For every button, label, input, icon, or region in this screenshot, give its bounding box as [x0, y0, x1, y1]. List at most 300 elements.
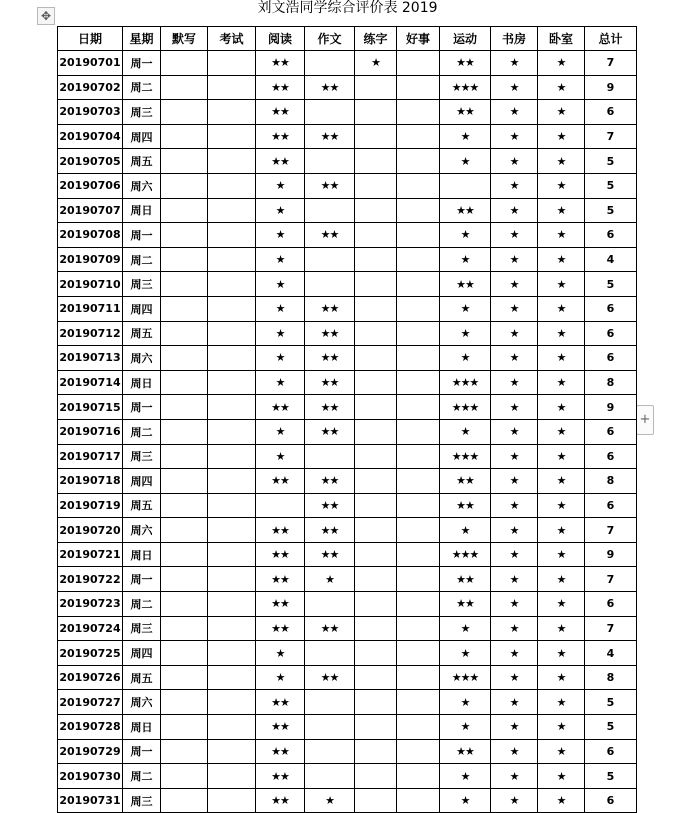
exam-cell[interactable] — [208, 173, 256, 198]
total-cell[interactable]: 5 — [585, 149, 637, 174]
exam-cell[interactable] — [208, 788, 256, 813]
date-cell[interactable]: 20190716 — [58, 419, 123, 444]
composition-stars-cell[interactable]: ★★ — [305, 223, 355, 248]
study-room-stars-cell[interactable]: ★ — [491, 296, 538, 321]
total-cell[interactable]: 6 — [585, 493, 637, 518]
study-room-stars-cell[interactable]: ★ — [491, 321, 538, 346]
total-cell[interactable]: 6 — [585, 321, 637, 346]
composition-stars-cell[interactable]: ★★ — [305, 493, 355, 518]
reading-stars-cell[interactable]: ★★ — [256, 75, 305, 100]
good-deed-stars-cell[interactable] — [397, 641, 440, 666]
reading-stars-cell[interactable]: ★★ — [256, 149, 305, 174]
header-total[interactable]: 总计 — [585, 27, 637, 51]
reading-stars-cell[interactable]: ★ — [256, 346, 305, 371]
bedroom-stars-cell[interactable]: ★ — [538, 395, 585, 420]
total-cell[interactable]: 7 — [585, 51, 637, 76]
dictation-cell[interactable] — [161, 223, 208, 248]
total-cell[interactable]: 9 — [585, 542, 637, 567]
total-cell[interactable]: 5 — [585, 272, 637, 297]
bedroom-stars-cell[interactable]: ★ — [538, 764, 585, 789]
reading-stars-cell[interactable]: ★★ — [256, 616, 305, 641]
exam-cell[interactable] — [208, 690, 256, 715]
study-room-stars-cell[interactable]: ★ — [491, 788, 538, 813]
date-cell[interactable]: 20190719 — [58, 493, 123, 518]
date-cell[interactable]: 20190717 — [58, 444, 123, 469]
weekday-cell[interactable]: 周二 — [123, 419, 161, 444]
exercise-stars-cell[interactable]: ★ — [440, 419, 491, 444]
exam-cell[interactable] — [208, 296, 256, 321]
dictation-cell[interactable] — [161, 75, 208, 100]
date-cell[interactable]: 20190720 — [58, 518, 123, 543]
exam-cell[interactable] — [208, 444, 256, 469]
bedroom-stars-cell[interactable]: ★ — [538, 592, 585, 617]
study-room-stars-cell[interactable]: ★ — [491, 149, 538, 174]
reading-stars-cell[interactable]: ★ — [256, 641, 305, 666]
weekday-cell[interactable]: 周二 — [123, 764, 161, 789]
composition-stars-cell[interactable]: ★ — [305, 567, 355, 592]
weekday-cell[interactable]: 周三 — [123, 272, 161, 297]
good-deed-stars-cell[interactable] — [397, 788, 440, 813]
good-deed-stars-cell[interactable] — [397, 173, 440, 198]
calligraphy-stars-cell[interactable] — [355, 419, 397, 444]
bedroom-stars-cell[interactable]: ★ — [538, 567, 585, 592]
reading-stars-cell[interactable]: ★ — [256, 272, 305, 297]
exam-cell[interactable] — [208, 75, 256, 100]
bedroom-stars-cell[interactable]: ★ — [538, 542, 585, 567]
weekday-cell[interactable]: 周一 — [123, 51, 161, 76]
date-cell[interactable]: 20190715 — [58, 395, 123, 420]
dictation-cell[interactable] — [161, 690, 208, 715]
exercise-stars-cell[interactable]: ★ — [440, 764, 491, 789]
reading-stars-cell[interactable]: ★ — [256, 321, 305, 346]
date-cell[interactable]: 20190701 — [58, 51, 123, 76]
weekday-cell[interactable]: 周二 — [123, 592, 161, 617]
composition-stars-cell[interactable] — [305, 739, 355, 764]
bedroom-stars-cell[interactable]: ★ — [538, 247, 585, 272]
weekday-cell[interactable]: 周一 — [123, 567, 161, 592]
composition-stars-cell[interactable]: ★★ — [305, 542, 355, 567]
exam-cell[interactable] — [208, 542, 256, 567]
exam-cell[interactable] — [208, 469, 256, 494]
total-cell[interactable]: 6 — [585, 592, 637, 617]
reading-stars-cell[interactable]: ★ — [256, 247, 305, 272]
dictation-cell[interactable] — [161, 567, 208, 592]
exercise-stars-cell[interactable]: ★★★ — [440, 395, 491, 420]
calligraphy-stars-cell[interactable] — [355, 493, 397, 518]
study-room-stars-cell[interactable]: ★ — [491, 764, 538, 789]
composition-stars-cell[interactable]: ★★ — [305, 469, 355, 494]
exam-cell[interactable] — [208, 149, 256, 174]
dictation-cell[interactable] — [161, 124, 208, 149]
reading-stars-cell[interactable]: ★★ — [256, 715, 305, 740]
study-room-stars-cell[interactable]: ★ — [491, 616, 538, 641]
composition-stars-cell[interactable] — [305, 592, 355, 617]
exercise-stars-cell[interactable]: ★★★ — [440, 444, 491, 469]
dictation-cell[interactable] — [161, 739, 208, 764]
composition-stars-cell[interactable]: ★ — [305, 788, 355, 813]
good-deed-stars-cell[interactable] — [397, 75, 440, 100]
date-cell[interactable]: 20190723 — [58, 592, 123, 617]
bedroom-stars-cell[interactable]: ★ — [538, 641, 585, 666]
header-exam[interactable]: 考试 — [208, 27, 256, 51]
calligraphy-stars-cell[interactable] — [355, 124, 397, 149]
good-deed-stars-cell[interactable] — [397, 321, 440, 346]
date-cell[interactable]: 20190731 — [58, 788, 123, 813]
composition-stars-cell[interactable] — [305, 444, 355, 469]
date-cell[interactable]: 20190721 — [58, 542, 123, 567]
exam-cell[interactable] — [208, 370, 256, 395]
bedroom-stars-cell[interactable]: ★ — [538, 690, 585, 715]
header-date[interactable]: 日期 — [58, 27, 123, 51]
header-weekday[interactable]: 星期 — [123, 27, 161, 51]
exam-cell[interactable] — [208, 51, 256, 76]
total-cell[interactable]: 6 — [585, 296, 637, 321]
date-cell[interactable]: 20190726 — [58, 665, 123, 690]
exam-cell[interactable] — [208, 272, 256, 297]
exam-cell[interactable] — [208, 665, 256, 690]
calligraphy-stars-cell[interactable] — [355, 321, 397, 346]
composition-stars-cell[interactable] — [305, 690, 355, 715]
calligraphy-stars-cell[interactable] — [355, 616, 397, 641]
total-cell[interactable]: 5 — [585, 764, 637, 789]
study-room-stars-cell[interactable]: ★ — [491, 567, 538, 592]
total-cell[interactable]: 8 — [585, 469, 637, 494]
exercise-stars-cell[interactable]: ★ — [440, 690, 491, 715]
reading-stars-cell[interactable]: ★★ — [256, 739, 305, 764]
composition-stars-cell[interactable]: ★★ — [305, 370, 355, 395]
exam-cell[interactable] — [208, 739, 256, 764]
study-room-stars-cell[interactable]: ★ — [491, 493, 538, 518]
good-deed-stars-cell[interactable] — [397, 296, 440, 321]
bedroom-stars-cell[interactable]: ★ — [538, 715, 585, 740]
good-deed-stars-cell[interactable] — [397, 715, 440, 740]
good-deed-stars-cell[interactable] — [397, 124, 440, 149]
date-cell[interactable]: 20190730 — [58, 764, 123, 789]
dictation-cell[interactable] — [161, 247, 208, 272]
dictation-cell[interactable] — [161, 198, 208, 223]
good-deed-stars-cell[interactable] — [397, 690, 440, 715]
study-room-stars-cell[interactable]: ★ — [491, 51, 538, 76]
exam-cell[interactable] — [208, 518, 256, 543]
total-cell[interactable]: 4 — [585, 641, 637, 666]
weekday-cell[interactable]: 周三 — [123, 100, 161, 125]
bedroom-stars-cell[interactable]: ★ — [538, 75, 585, 100]
total-cell[interactable]: 6 — [585, 739, 637, 764]
bedroom-stars-cell[interactable]: ★ — [538, 272, 585, 297]
date-cell[interactable]: 20190718 — [58, 469, 123, 494]
calligraphy-stars-cell[interactable] — [355, 75, 397, 100]
bedroom-stars-cell[interactable]: ★ — [538, 100, 585, 125]
weekday-cell[interactable]: 周三 — [123, 788, 161, 813]
date-cell[interactable]: 20190725 — [58, 641, 123, 666]
reading-stars-cell[interactable] — [256, 493, 305, 518]
dictation-cell[interactable] — [161, 370, 208, 395]
study-room-stars-cell[interactable]: ★ — [491, 592, 538, 617]
date-cell[interactable]: 20190703 — [58, 100, 123, 125]
dictation-cell[interactable] — [161, 788, 208, 813]
date-cell[interactable]: 20190705 — [58, 149, 123, 174]
exercise-stars-cell[interactable]: ★★★ — [440, 370, 491, 395]
good-deed-stars-cell[interactable] — [397, 764, 440, 789]
good-deed-stars-cell[interactable] — [397, 592, 440, 617]
composition-stars-cell[interactable]: ★★ — [305, 665, 355, 690]
total-cell[interactable]: 5 — [585, 173, 637, 198]
composition-stars-cell[interactable] — [305, 641, 355, 666]
calligraphy-stars-cell[interactable] — [355, 173, 397, 198]
exam-cell[interactable] — [208, 567, 256, 592]
bedroom-stars-cell[interactable]: ★ — [538, 321, 585, 346]
exercise-stars-cell[interactable]: ★★ — [440, 567, 491, 592]
total-cell[interactable]: 8 — [585, 665, 637, 690]
dictation-cell[interactable] — [161, 444, 208, 469]
good-deed-stars-cell[interactable] — [397, 493, 440, 518]
date-cell[interactable]: 20190729 — [58, 739, 123, 764]
composition-stars-cell[interactable] — [305, 764, 355, 789]
composition-stars-cell[interactable]: ★★ — [305, 75, 355, 100]
calligraphy-stars-cell[interactable] — [355, 592, 397, 617]
date-cell[interactable]: 20190728 — [58, 715, 123, 740]
good-deed-stars-cell[interactable] — [397, 542, 440, 567]
composition-stars-cell[interactable] — [305, 51, 355, 76]
exercise-stars-cell[interactable]: ★★ — [440, 739, 491, 764]
calligraphy-stars-cell[interactable] — [355, 641, 397, 666]
calligraphy-stars-cell[interactable] — [355, 198, 397, 223]
weekday-cell[interactable]: 周三 — [123, 616, 161, 641]
bedroom-stars-cell[interactable]: ★ — [538, 198, 585, 223]
reading-stars-cell[interactable]: ★ — [256, 198, 305, 223]
reading-stars-cell[interactable]: ★ — [256, 173, 305, 198]
total-cell[interactable]: 5 — [585, 198, 637, 223]
dictation-cell[interactable] — [161, 321, 208, 346]
study-room-stars-cell[interactable]: ★ — [491, 715, 538, 740]
study-room-stars-cell[interactable]: ★ — [491, 173, 538, 198]
good-deed-stars-cell[interactable] — [397, 518, 440, 543]
exercise-stars-cell[interactable]: ★★★ — [440, 542, 491, 567]
study-room-stars-cell[interactable]: ★ — [491, 518, 538, 543]
good-deed-stars-cell[interactable] — [397, 149, 440, 174]
dictation-cell[interactable] — [161, 542, 208, 567]
header-calligraphy[interactable]: 练字 — [355, 27, 397, 51]
date-cell[interactable]: 20190713 — [58, 346, 123, 371]
total-cell[interactable]: 5 — [585, 715, 637, 740]
study-room-stars-cell[interactable]: ★ — [491, 75, 538, 100]
study-room-stars-cell[interactable]: ★ — [491, 665, 538, 690]
calligraphy-stars-cell[interactable] — [355, 542, 397, 567]
study-room-stars-cell[interactable]: ★ — [491, 469, 538, 494]
composition-stars-cell[interactable]: ★★ — [305, 346, 355, 371]
composition-stars-cell[interactable]: ★★ — [305, 321, 355, 346]
dictation-cell[interactable] — [161, 616, 208, 641]
study-room-stars-cell[interactable]: ★ — [491, 370, 538, 395]
study-room-stars-cell[interactable]: ★ — [491, 641, 538, 666]
bedroom-stars-cell[interactable]: ★ — [538, 370, 585, 395]
reading-stars-cell[interactable]: ★★ — [256, 690, 305, 715]
study-room-stars-cell[interactable]: ★ — [491, 124, 538, 149]
good-deed-stars-cell[interactable] — [397, 247, 440, 272]
header-dictation[interactable]: 默写 — [161, 27, 208, 51]
weekday-cell[interactable]: 周六 — [123, 173, 161, 198]
weekday-cell[interactable]: 周一 — [123, 223, 161, 248]
dictation-cell[interactable] — [161, 493, 208, 518]
weekday-cell[interactable]: 周四 — [123, 469, 161, 494]
weekday-cell[interactable]: 周二 — [123, 247, 161, 272]
reading-stars-cell[interactable]: ★ — [256, 444, 305, 469]
calligraphy-stars-cell[interactable] — [355, 764, 397, 789]
exercise-stars-cell[interactable]: ★ — [440, 247, 491, 272]
exercise-stars-cell[interactable]: ★ — [440, 223, 491, 248]
bedroom-stars-cell[interactable]: ★ — [538, 518, 585, 543]
weekday-cell[interactable]: 周日 — [123, 542, 161, 567]
calligraphy-stars-cell[interactable] — [355, 518, 397, 543]
bedroom-stars-cell[interactable]: ★ — [538, 173, 585, 198]
date-cell[interactable]: 20190712 — [58, 321, 123, 346]
bedroom-stars-cell[interactable]: ★ — [538, 223, 585, 248]
header-reading[interactable]: 阅读 — [256, 27, 305, 51]
composition-stars-cell[interactable]: ★★ — [305, 419, 355, 444]
good-deed-stars-cell[interactable] — [397, 51, 440, 76]
exam-cell[interactable] — [208, 395, 256, 420]
dictation-cell[interactable] — [161, 173, 208, 198]
weekday-cell[interactable]: 周一 — [123, 739, 161, 764]
dictation-cell[interactable] — [161, 715, 208, 740]
calligraphy-stars-cell[interactable] — [355, 272, 397, 297]
exercise-stars-cell[interactable]: ★ — [440, 346, 491, 371]
weekday-cell[interactable]: 周五 — [123, 665, 161, 690]
date-cell[interactable]: 20190706 — [58, 173, 123, 198]
exam-cell[interactable] — [208, 100, 256, 125]
total-cell[interactable]: 6 — [585, 223, 637, 248]
weekday-cell[interactable]: 周六 — [123, 518, 161, 543]
dictation-cell[interactable] — [161, 296, 208, 321]
total-cell[interactable]: 9 — [585, 75, 637, 100]
study-room-stars-cell[interactable]: ★ — [491, 100, 538, 125]
study-room-stars-cell[interactable]: ★ — [491, 272, 538, 297]
header-composition[interactable]: 作文 — [305, 27, 355, 51]
calligraphy-stars-cell[interactable] — [355, 149, 397, 174]
total-cell[interactable]: 9 — [585, 395, 637, 420]
good-deed-stars-cell[interactable] — [397, 665, 440, 690]
composition-stars-cell[interactable]: ★★ — [305, 124, 355, 149]
study-room-stars-cell[interactable]: ★ — [491, 739, 538, 764]
reading-stars-cell[interactable]: ★★ — [256, 764, 305, 789]
calligraphy-stars-cell[interactable] — [355, 346, 397, 371]
date-cell[interactable]: 20190727 — [58, 690, 123, 715]
calligraphy-stars-cell[interactable] — [355, 370, 397, 395]
date-cell[interactable]: 20190704 — [58, 124, 123, 149]
dictation-cell[interactable] — [161, 665, 208, 690]
exam-cell[interactable] — [208, 124, 256, 149]
exercise-stars-cell[interactable]: ★ — [440, 715, 491, 740]
weekday-cell[interactable]: 周六 — [123, 690, 161, 715]
calligraphy-stars-cell[interactable] — [355, 395, 397, 420]
reading-stars-cell[interactable]: ★ — [256, 370, 305, 395]
reading-stars-cell[interactable]: ★★ — [256, 100, 305, 125]
dictation-cell[interactable] — [161, 149, 208, 174]
total-cell[interactable]: 6 — [585, 346, 637, 371]
reading-stars-cell[interactable]: ★ — [256, 296, 305, 321]
exercise-stars-cell[interactable]: ★ — [440, 641, 491, 666]
bedroom-stars-cell[interactable]: ★ — [538, 665, 585, 690]
exam-cell[interactable] — [208, 321, 256, 346]
header-good-deed[interactable]: 好事 — [397, 27, 440, 51]
exercise-stars-cell[interactable]: ★ — [440, 124, 491, 149]
study-room-stars-cell[interactable]: ★ — [491, 542, 538, 567]
add-column-handle[interactable] — [636, 405, 654, 435]
reading-stars-cell[interactable]: ★★ — [256, 788, 305, 813]
exercise-stars-cell[interactable]: ★ — [440, 788, 491, 813]
reading-stars-cell[interactable]: ★★ — [256, 567, 305, 592]
date-cell[interactable]: 20190724 — [58, 616, 123, 641]
good-deed-stars-cell[interactable] — [397, 100, 440, 125]
study-room-stars-cell[interactable]: ★ — [491, 247, 538, 272]
total-cell[interactable]: 8 — [585, 370, 637, 395]
composition-stars-cell[interactable] — [305, 247, 355, 272]
exercise-stars-cell[interactable]: ★★★ — [440, 665, 491, 690]
calligraphy-stars-cell[interactable] — [355, 739, 397, 764]
exam-cell[interactable] — [208, 223, 256, 248]
exam-cell[interactable] — [208, 247, 256, 272]
good-deed-stars-cell[interactable] — [397, 395, 440, 420]
dictation-cell[interactable] — [161, 592, 208, 617]
composition-stars-cell[interactable] — [305, 100, 355, 125]
composition-stars-cell[interactable]: ★★ — [305, 616, 355, 641]
total-cell[interactable]: 5 — [585, 690, 637, 715]
dictation-cell[interactable] — [161, 272, 208, 297]
date-cell[interactable]: 20190708 — [58, 223, 123, 248]
bedroom-stars-cell[interactable]: ★ — [538, 296, 585, 321]
exercise-stars-cell[interactable] — [440, 173, 491, 198]
dictation-cell[interactable] — [161, 419, 208, 444]
reading-stars-cell[interactable]: ★★ — [256, 518, 305, 543]
composition-stars-cell[interactable]: ★★ — [305, 173, 355, 198]
weekday-cell[interactable]: 周日 — [123, 715, 161, 740]
reading-stars-cell[interactable]: ★★ — [256, 542, 305, 567]
good-deed-stars-cell[interactable] — [397, 419, 440, 444]
total-cell[interactable]: 6 — [585, 444, 637, 469]
exam-cell[interactable] — [208, 419, 256, 444]
calligraphy-stars-cell[interactable] — [355, 223, 397, 248]
weekday-cell[interactable]: 周六 — [123, 346, 161, 371]
exercise-stars-cell[interactable]: ★★ — [440, 100, 491, 125]
composition-stars-cell[interactable]: ★★ — [305, 296, 355, 321]
calligraphy-stars-cell[interactable] — [355, 665, 397, 690]
calligraphy-stars-cell[interactable] — [355, 690, 397, 715]
weekday-cell[interactable]: 周四 — [123, 296, 161, 321]
study-room-stars-cell[interactable]: ★ — [491, 690, 538, 715]
dictation-cell[interactable] — [161, 764, 208, 789]
weekday-cell[interactable]: 周三 — [123, 444, 161, 469]
header-bedroom[interactable]: 卧室 — [538, 27, 585, 51]
composition-stars-cell[interactable]: ★★ — [305, 395, 355, 420]
dictation-cell[interactable] — [161, 641, 208, 666]
study-room-stars-cell[interactable]: ★ — [491, 444, 538, 469]
weekday-cell[interactable]: 周日 — [123, 198, 161, 223]
exercise-stars-cell[interactable]: ★★ — [440, 493, 491, 518]
good-deed-stars-cell[interactable] — [397, 223, 440, 248]
composition-stars-cell[interactable] — [305, 149, 355, 174]
exercise-stars-cell[interactable]: ★ — [440, 321, 491, 346]
reading-stars-cell[interactable]: ★ — [256, 419, 305, 444]
composition-stars-cell[interactable]: ★★ — [305, 518, 355, 543]
date-cell[interactable]: 20190702 — [58, 75, 123, 100]
exam-cell[interactable] — [208, 641, 256, 666]
exercise-stars-cell[interactable]: ★★ — [440, 198, 491, 223]
bedroom-stars-cell[interactable]: ★ — [538, 419, 585, 444]
study-room-stars-cell[interactable]: ★ — [491, 346, 538, 371]
calligraphy-stars-cell[interactable] — [355, 715, 397, 740]
composition-stars-cell[interactable] — [305, 272, 355, 297]
date-cell[interactable]: 20190722 — [58, 567, 123, 592]
